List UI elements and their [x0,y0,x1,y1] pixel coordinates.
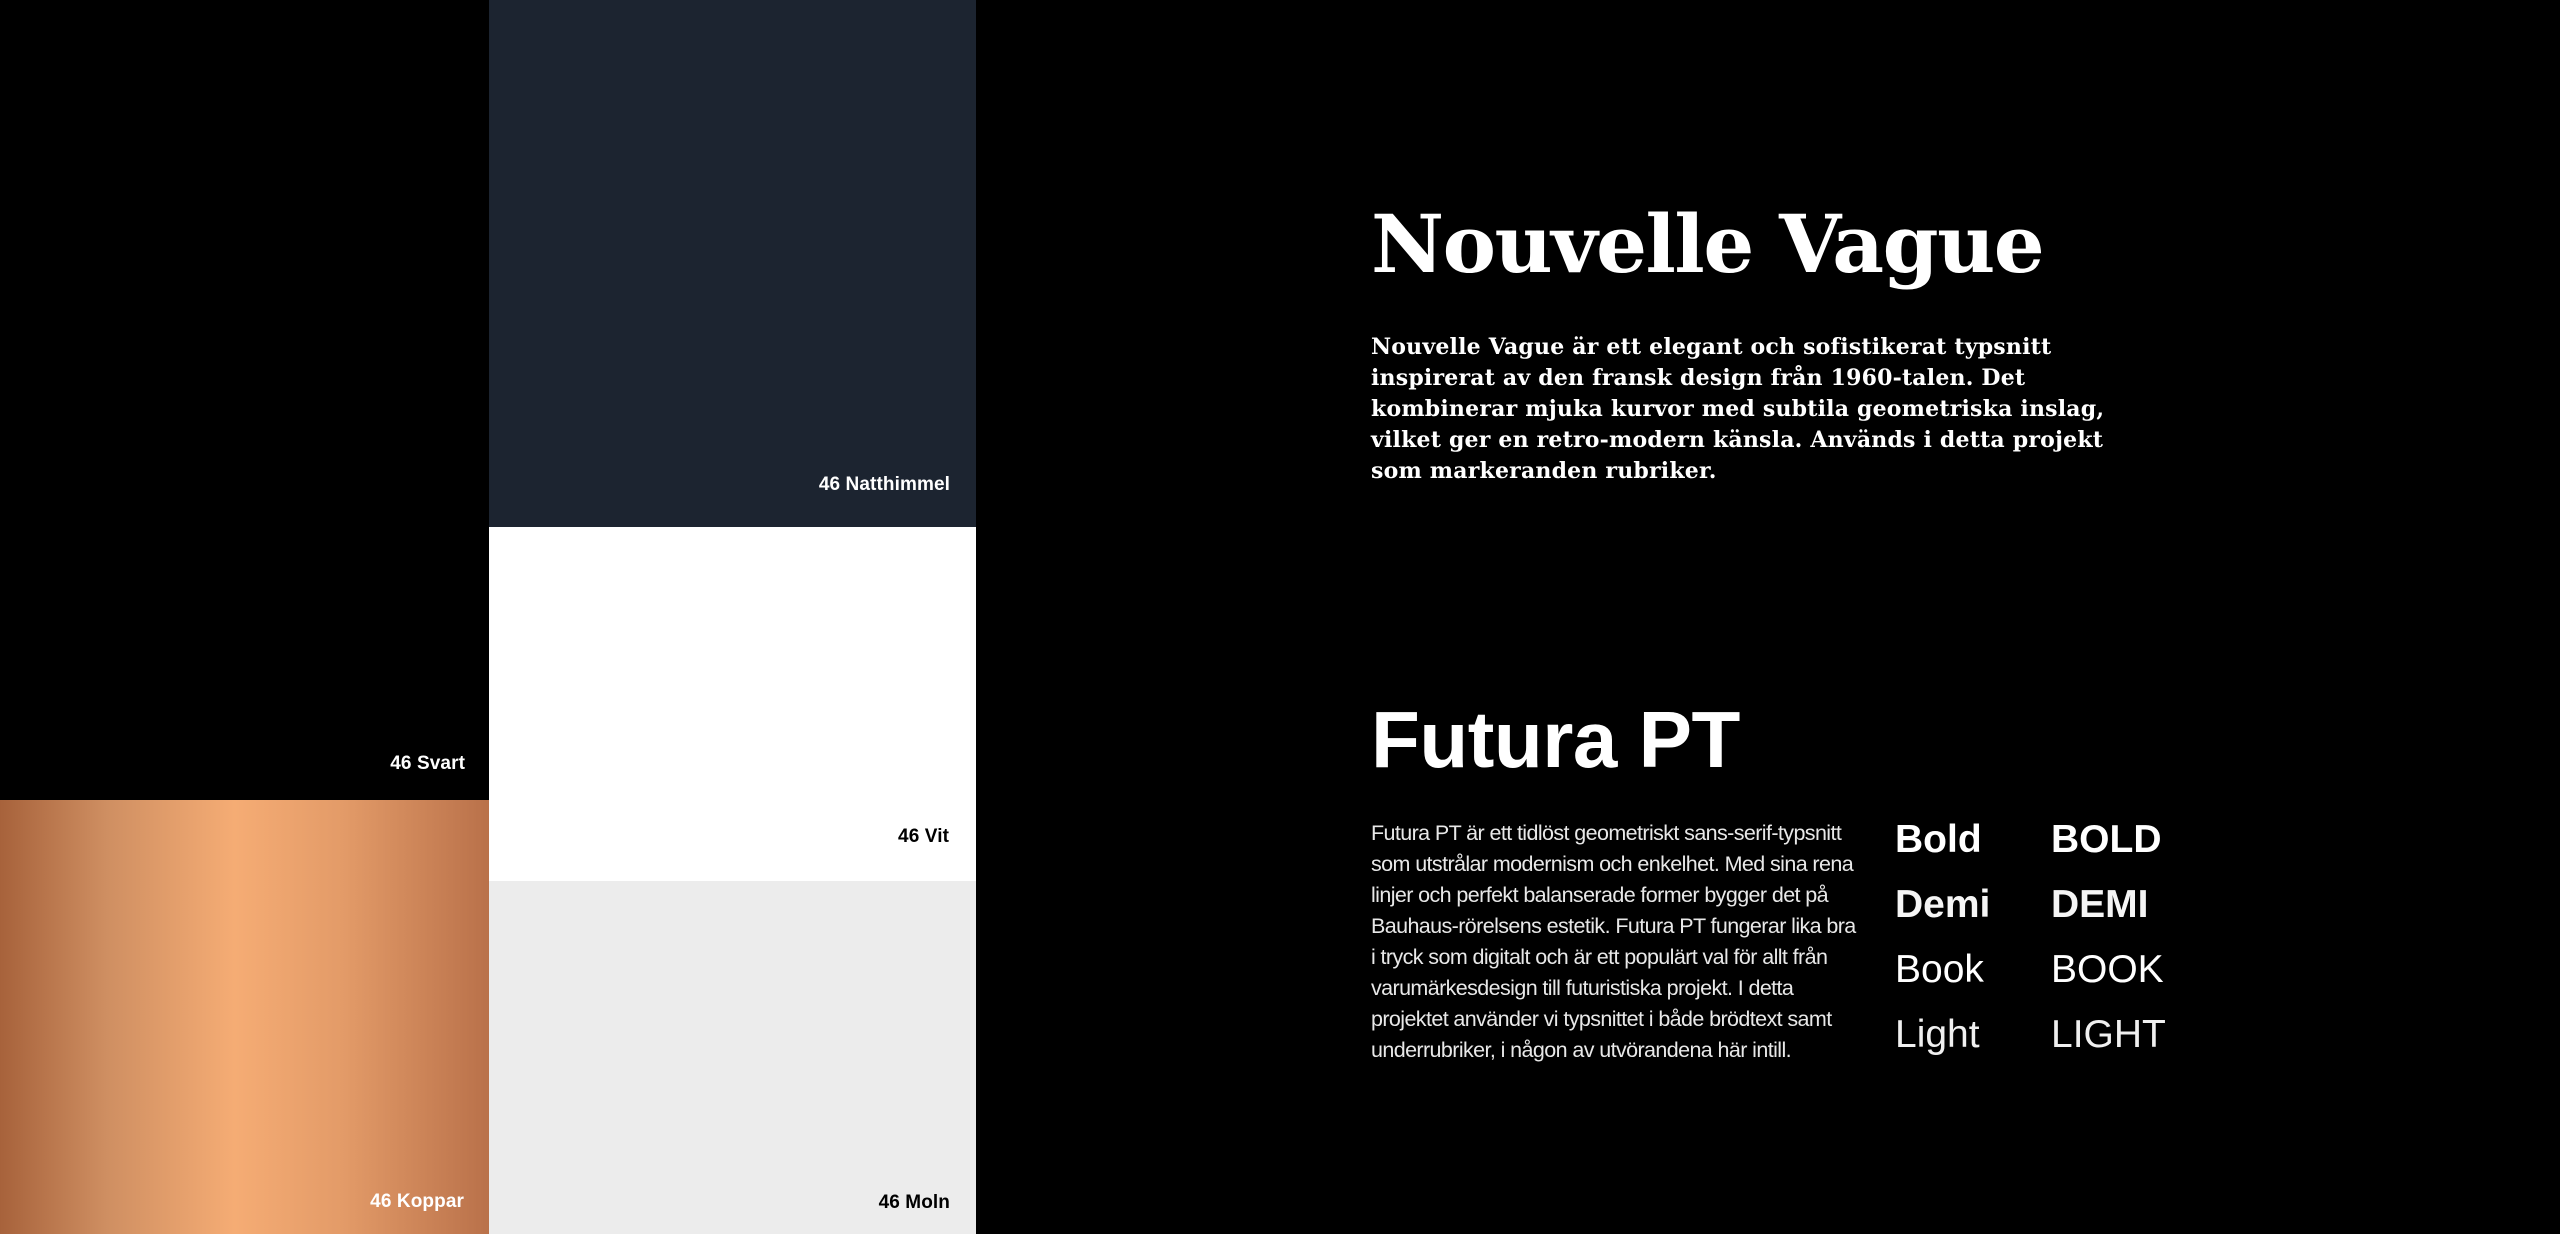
swatch-label-vit: 46 Vit [898,826,949,847]
futura-pt-description: Futura PT är ett tidlöst geometriskt sans-serif-typsnitt som utstrålar modernism och enkelhet. Med sina rena linjer och perfekt balanserade former bygger det på Bauhaus-rörelsens estetik. Futura PT fungerar lika bra i tryck som digitalt och är ett populärt val för allt från varumärkesdesign till futuristiska projekt. I detta projektet använder vi typsnittet i både brödtext samt underrubriker, i någon av utvörandena här intill. [1371,821,1856,1062]
weight-name-demi: Demi [1895,883,1991,926]
weight-name-bold: Bold [1895,818,1982,861]
swatch-natthimmel [489,0,976,527]
swatch-koppar [0,800,489,1234]
swatch-label-svart: 46 Svart [390,753,465,774]
swatch-vit [489,527,976,881]
futura-pt-title: Futura PT [1371,695,1740,784]
nouvelle-vague-description: Nouvelle Vague är ett elegant och sofistikerat typsnitt inspirerat av den fransk design från 1960-talen. Det kombinerar mjuka kurvor med subtila geometriska inslag, vilket ger en retro-modern känsla. Används i detta projekt som markeranden rubriker. [1371,334,2105,484]
swatch-label-koppar: 46 Koppar [370,1191,464,1212]
swatch-label-moln: 46 Moln [878,1192,950,1213]
weight-upper-bold: BOLD [2051,818,2162,861]
weight-upper-book: BOOK [2051,948,2164,991]
weight-row-book [1895,940,2215,1005]
weight-upper-demi: DEMI [2051,883,2149,926]
swatch-svart [0,0,489,800]
weight-name-book: Book [1895,948,1984,991]
weight-name-light: Light [1895,1013,1980,1056]
swatch-label-natthimmel: 46 Natthimmel [818,474,950,495]
font-weight-specimen [1895,810,2215,1070]
swatch-moln [489,881,976,1234]
weight-row-bold [1895,810,2215,875]
weight-upper-light: LIGHT [2051,1013,2166,1056]
nouvelle-vague-title: Nouvelle Vague [1371,197,2044,291]
weight-row-demi [1895,875,2215,940]
weight-row-light [1895,1005,2215,1070]
